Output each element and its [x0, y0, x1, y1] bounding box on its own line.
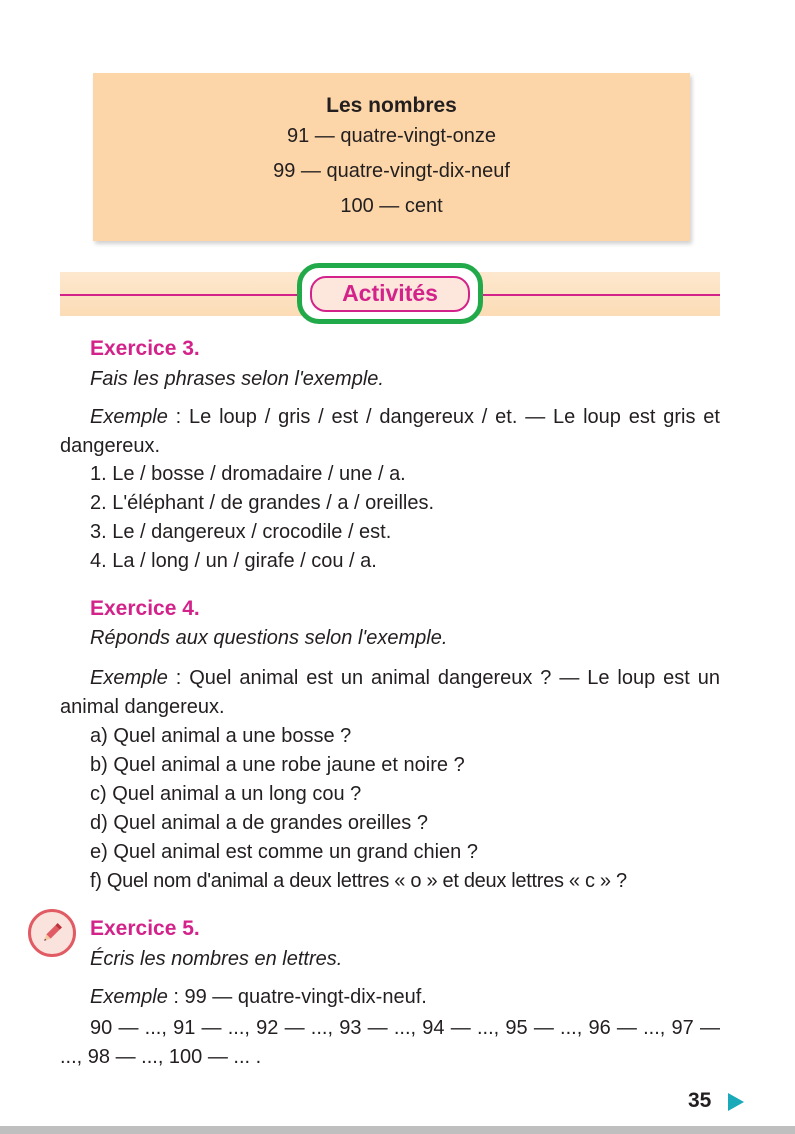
- exercise-4-question: d) Quel animal a de grandes oreilles ?: [90, 812, 428, 834]
- example-text: : Le loup / gris / est / dangereux / et. — Le loup est gris et dangereux.: [60, 406, 720, 457]
- exercise-4-question: c) Quel animal a un long cou ?: [90, 783, 362, 805]
- numbers-title: Les nombres: [326, 94, 457, 117]
- exercise-4-example: [60, 664, 720, 722]
- number-line-91: 91 — quatre-vingt-onze: [286, 125, 496, 147]
- exercise-4-question: a) Quel animal a une bosse ?: [90, 725, 352, 747]
- exercise-3-item: 4. La / long / un / girafe / cou / a.: [90, 550, 377, 572]
- bottom-bar: [0, 1126, 795, 1134]
- exercise-5-instruction: Écris les nombres en lettres.: [90, 948, 343, 970]
- example-label: Exemple: [90, 986, 168, 1008]
- example-text: : Quel animal est un animal dangereux ? — Le loup est un animal dangereux.: [60, 667, 720, 718]
- number-line-99: 99 — quatre-vingt-dix-neuf: [273, 160, 510, 182]
- exercise-5-title: Exercice 5.: [90, 917, 200, 940]
- activities-label: Activités: [310, 276, 470, 312]
- exercise-3-item: 2. L'éléphant / de grandes / a / oreilles.: [90, 492, 435, 514]
- example-label: Exemple: [90, 667, 168, 689]
- activities-heading: [297, 263, 483, 324]
- exercise-4-question: f) Quel nom d'animal a deux lettres « o » et deux lettres « c » ?: [90, 870, 627, 892]
- exercise-4-question: b) Quel animal a une robe jaune et noire ?: [90, 754, 465, 776]
- exercise-5-example: [90, 986, 427, 1009]
- example-text: : 99 — quatre-vingt-dix-neuf.: [167, 986, 427, 1008]
- number-line-100: 100 — cent: [340, 195, 443, 217]
- exercise-3-example: [60, 403, 720, 461]
- exercise-3-title: Exercice 3.: [90, 337, 200, 360]
- numbers-box: [93, 73, 690, 241]
- exercise-3-instruction: Fais les phrases selon l'exemple.: [90, 368, 384, 390]
- exercise-4-instruction: Réponds aux questions selon l'exemple.: [90, 627, 448, 649]
- exercise-4-question: e) Quel animal est comme un grand chien ?: [90, 841, 478, 863]
- triangle-right-icon: [726, 1091, 746, 1113]
- band-rule-right: [480, 294, 720, 296]
- page-number: 35: [688, 1089, 712, 1112]
- exercise-3-item: 3. Le / dangereux / crocodile / est.: [90, 521, 392, 543]
- band-rule-left: [60, 294, 300, 296]
- exercise-5-numbers: 90 — ..., 91 — ..., 92 — ..., 93 — ..., 94 — ..., 95 — ..., 96 — ..., 97 — ..., 98 — ..., 100 — ... .: [60, 1017, 720, 1068]
- exercise-4-title: Exercice 4.: [90, 597, 200, 620]
- example-label: Exemple: [90, 406, 168, 428]
- pencil-icon: [28, 909, 76, 957]
- exercise-3-item: 1. Le / bosse / dromadaire / une / a.: [90, 463, 406, 485]
